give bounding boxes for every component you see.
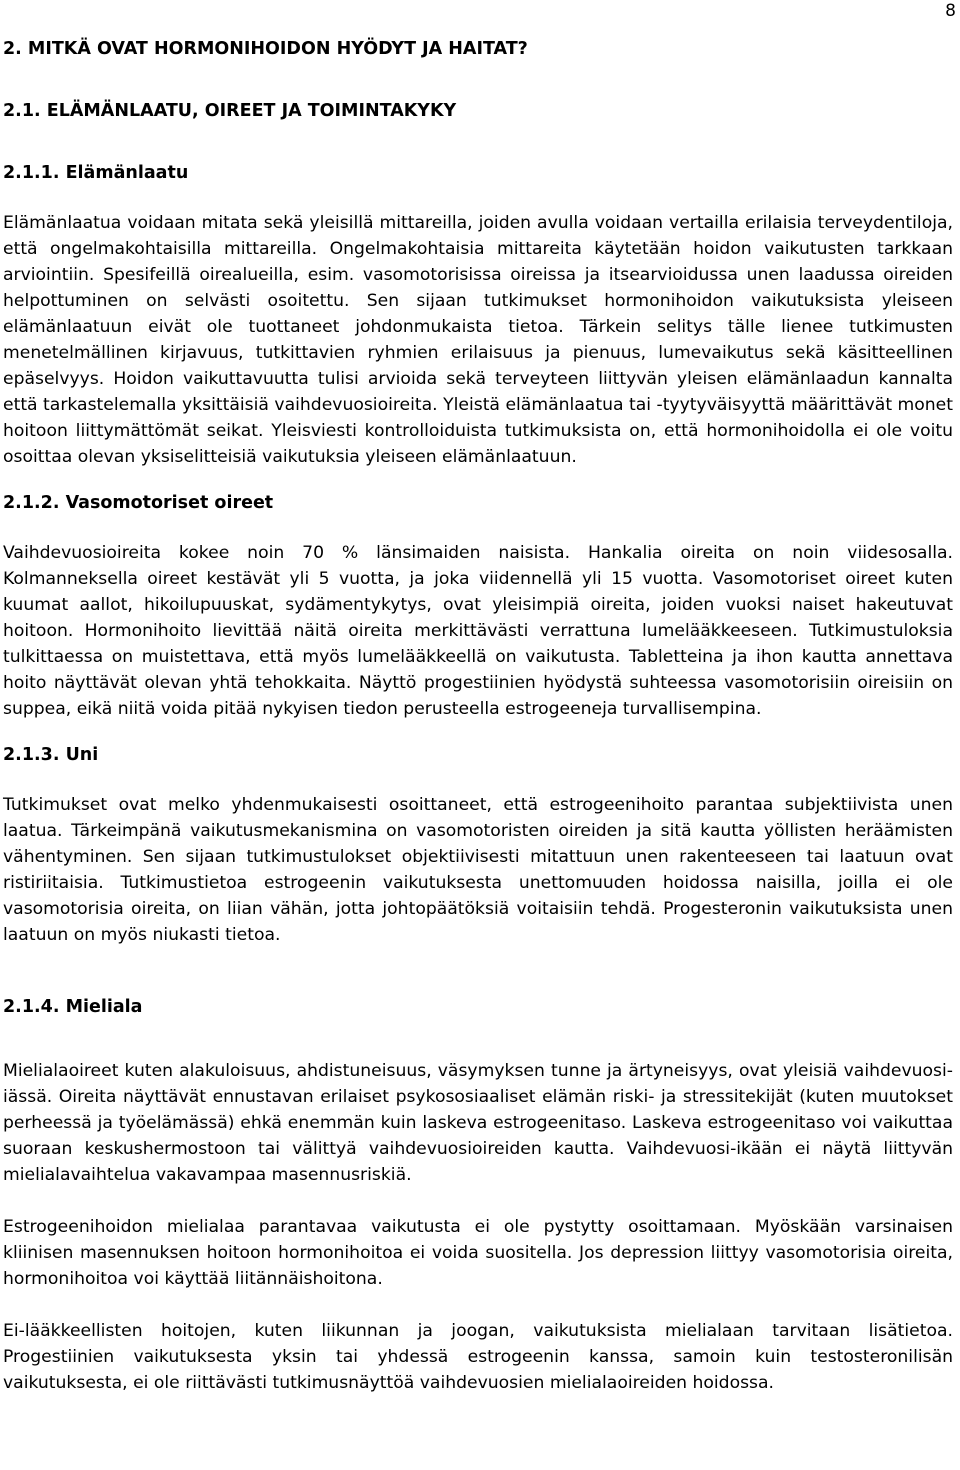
paragraph-quality-of-life: Elämänlaatua voidaan mitata sekä yleisillä mittareilla, joiden avulla voidaan vertailla erilaisia terveydentiloja, että ongelmakohtaisilla mittareilla. Ongelmakohtaisia mittareita käytetään hoidon vaikutusten tarkkaan arviointiin. Spesifeillä oirealueilla, esim. vasomotorisissa oireissa ja itsearvioidussa unen laadussa oireiden helpottuminen on selvästi osoitettu. Sen sijaan tutkimukset hormonihoidon vaikutuksista yleiseen elämänlaatuun eivät ole tuottaneet johdonmukaista tietoa. Tärkein selitys tälle lienee tutkimusten menetelmällinen kirjavuus, tutkittavien ryhmien erilaisuus ja pienuus, lumevaikutus sekä käsitteellinen epäselvyys. Hoidon vaikuttavuutta tulisi arvioida sekä terveyteen liittyvän yleisen elämänlaadun kannalta että tarkastelemalla yksittäisiä vaihdevuosioireita. Yleistä elämänlaatua tai -tyytyväisyyttä määrittävät monet hoitoon liittymättömät seikat. Yleisviesti kontrolloiduista tutkimuksista on, että hormonihoidolla ei ole voitu osoittaa olevan yksiselitteisiä vaikutuksia yleiseen elämänlaatuun. [3, 213, 953, 467]
subsection-heading-sleep: 2.1.3. Uni [3, 745, 99, 765]
paragraph-mood-2: Estrogeenihoidon mielialaa parantavaa vaikutusta ei ole pystytty osoittamaan. Myöskään varsinaisen kliinisen masennuksen hoitoon hormonihoitoa ei voida suositella. Jos depression liittyy vasomotorisia oireita, hormonihoitoa voi käyttää liitännäishoitona. [3, 1217, 953, 1289]
paragraph-mood-3: Ei-lääkkeellisten hoitojen, kuten liikunnan ja joogan, vaikutuksista mielialaan tarvitaan lisätietoa. Progestiinien vaikutuksesta yksin tai yhdessä estrogeenin kanssa, samoin kuin testosteronilisän vaikutuksesta, ei ole riittävästi tutkimusnäyttöä vaihdevuosien mielialaoireiden hoidossa. [3, 1321, 953, 1393]
section-heading: 2.1. ELÄMÄNLAATU, OIREET JA TOIMINTAKYKY [3, 101, 457, 121]
page-number: 8 [945, 1, 956, 21]
chapter-heading: 2. MITKÄ OVAT HORMONIHOIDON HYÖDYT JA HAITAT? [3, 39, 528, 59]
subsection-heading-mood: 2.1.4. Mieliala [3, 997, 143, 1017]
paragraph-vasomotor: Vaihdevuosioireita kokee noin 70 % länsimaiden naisista. Hankalia oireita on noin viidesosalla. Kolmanneksella oireet kestävät yli 5 vuotta, ja joka viidennellä yli 15 vuotta. Vasomotoriset oireet kuten kuumat aallot, hikoilupuuskat, sydämentykytys, ovat yleisimpiä oireita, joiden vuoksi naiset hakeutuvat hoitoon. Hormonihoito lievittää näitä oireita merkittävästi verrattuna lumelääkkeeseen. Tutkimustuloksia tulkittaessa on muistettava, että myös lumelääkkeellä on vaikutusta. Tabletteina ja ihon kautta annettava hoito näyttävät olevan yhtä tehokkaita. Näyttö progestiinien hyödystä suhteessa vasomotorisiin oireisiin on suppea, eikä niitä voida pitää nykyisen tiedon perusteella estrogeeneja turvallisempina. [3, 543, 953, 719]
subsection-heading-vasomotor: 2.1.2. Vasomotoriset oireet [3, 493, 274, 513]
document-body [3, 0, 953, 1396]
paragraph-sleep: Tutkimukset ovat melko yhdenmukaisesti osoittaneet, että estrogeenihoito parantaa subjektiivista unen laatua. Tärkeimpänä vaikutusmekanismina on vasomotoristen oireiden ja sitä kautta yöllisten heräämisten vähentyminen. Sen sijaan tutkimustulokset objektiivisesti mitattuun unen rakenteeseen tai laatuun ovat ristiriitaisia. Tutkimustietoa estrogeenin vaikutuksesta unettomuuden hoidossa naisilla, joilla ei ole vasomotorisia oireita, on liian vähän, jotta johtopäätöksiä voitaisiin tehdä. Progesteronin vaikutuksista unen laatuun on myös niukasti tietoa. [3, 795, 953, 945]
paragraph-mood-1: Mielialaoireet kuten alakuloisuus, ahdistuneisuus, väsymyksen tunne ja ärtyneisyys, ovat yleisiä vaihdevuosi-iässä. Oireita näyttävät ennustavan erilaiset psykososiaaliset elämän riski- ja stressitekijät (kuten muutokset perheessä ja työelämässä) ehkä enemmän kuin laskeva estrogeenitaso. Laskeva estrogeenitaso voi vaikuttaa suoraan keskushermostoon tai välittyä vaihdevuosioireiden kautta. Vaihdevuosi-ikään ei näytä liittyvän mielialavaihtelua vakavampaa masennusriskiä. [3, 1061, 953, 1185]
subsection-heading-quality-of-life: 2.1.1. Elämänlaatu [3, 163, 189, 183]
